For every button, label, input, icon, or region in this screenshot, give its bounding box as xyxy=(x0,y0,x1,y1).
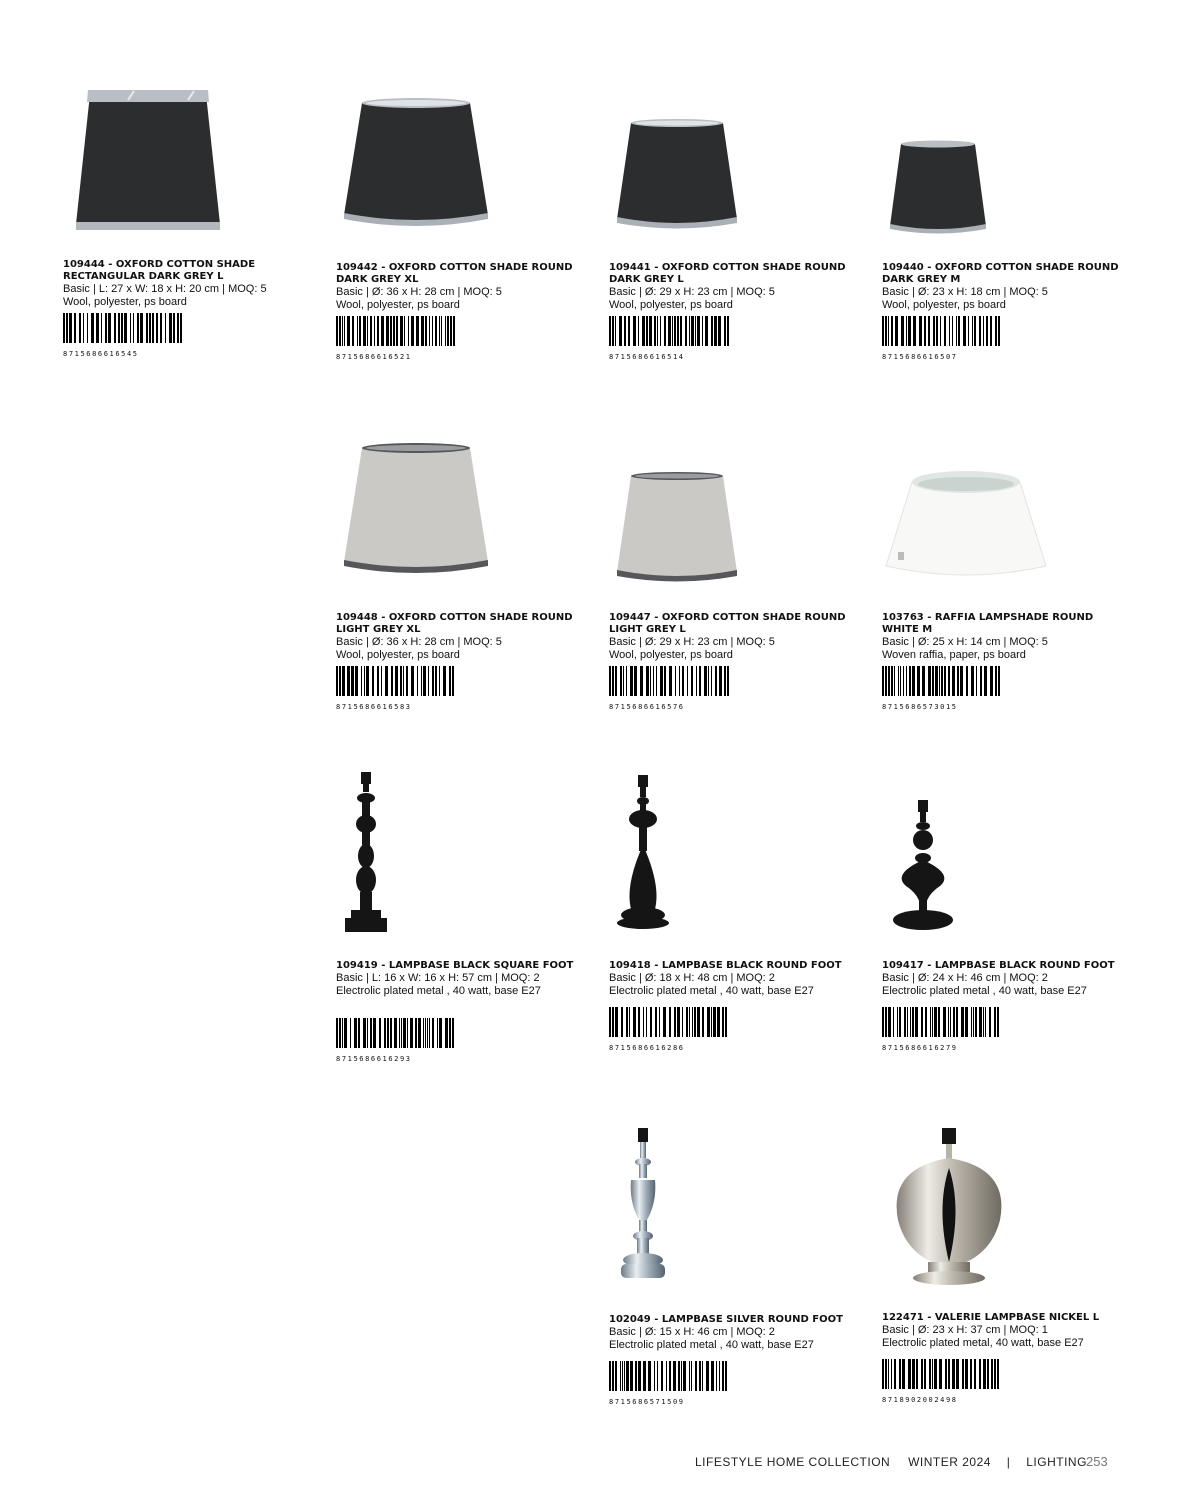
ean-number: 8715686616507 xyxy=(882,353,958,361)
barcode xyxy=(609,1361,849,1391)
sku: 122471 xyxy=(882,1312,924,1323)
sku: 109419 xyxy=(336,960,378,971)
sku: 102049 xyxy=(609,1314,651,1325)
sku: 109440 xyxy=(882,262,924,273)
product-name: LAMPBASE BLACK ROUND FOOT xyxy=(661,960,842,971)
product-name: OXFORD COTTON SHADE ROUND LIGHT GREY L xyxy=(609,612,846,635)
sku: 109444 xyxy=(63,259,105,270)
material: Woven raffia, paper, ps board xyxy=(882,649,1026,661)
lampbase-silver-round-foot-icon xyxy=(615,1128,671,1284)
product-name: LAMPBASE SILVER ROUND FOOT xyxy=(661,1314,843,1325)
spec: Basic | Ø: 18 x H: 48 cm | MOQ: 2 xyxy=(609,972,775,984)
spec: Basic | Ø: 15 x H: 46 cm | MOQ: 2 xyxy=(609,1326,775,1338)
ean-number: 8718902002498 xyxy=(882,1396,958,1404)
page-footer xyxy=(695,1455,1087,1469)
round-lampshade-light-grey-icon xyxy=(615,468,739,583)
product-name: VALERIE LAMPBASE NICKEL L xyxy=(934,1312,1100,1323)
barcode xyxy=(336,316,576,346)
lampbase-nickel-valerie-icon xyxy=(892,1128,1004,1286)
barcode xyxy=(609,1007,849,1037)
material: Wool, polyester, ps board xyxy=(336,299,460,311)
material: Electrolic plated metal , 40 watt, base E27 xyxy=(336,985,541,997)
round-lampshade-light-grey-icon xyxy=(342,440,490,575)
spec: Basic | Ø: 29 x H: 23 cm | MOQ: 5 xyxy=(609,636,775,648)
product-name: OXFORD COTTON SHADE ROUND DARK GREY XL xyxy=(336,262,573,285)
material: Wool, polyester, ps board xyxy=(63,296,187,308)
material: Electrolic plated metal , 40 watt, base E27 xyxy=(609,1339,814,1351)
material: Wool, polyester, ps board xyxy=(336,649,460,661)
rectangular-lampshade-dark-grey-icon xyxy=(68,88,228,233)
ean-number: 8715686571509 xyxy=(609,1398,685,1406)
spec: Basic | Ø: 23 x H: 18 cm | MOQ: 5 xyxy=(882,286,1048,298)
sku: 103763 xyxy=(882,612,924,623)
barcode xyxy=(882,1007,1122,1037)
ean-number: 8715686616583 xyxy=(336,703,412,711)
product-name: LAMPBASE BLACK SQUARE FOOT xyxy=(388,960,574,971)
category-name: LIGHTING xyxy=(1026,1455,1087,1469)
material: Electrolic plated metal , 40 watt, base E27 xyxy=(609,985,814,997)
spec: Basic | Ø: 36 x H: 28 cm | MOQ: 5 xyxy=(336,286,502,298)
material: Electrolic plated metal , 40 watt, base E27 xyxy=(882,985,1087,997)
footer-separator: | xyxy=(1006,1455,1011,1469)
sku: 109447 xyxy=(609,612,651,623)
material: Wool, polyester, ps board xyxy=(609,299,733,311)
spec: Basic | L: 27 x W: 18 x H: 20 cm | MOQ: 5 xyxy=(63,283,267,295)
barcode xyxy=(882,666,1122,696)
barcode xyxy=(882,316,1122,346)
barcode xyxy=(609,316,849,346)
round-lampshade-white-icon xyxy=(884,468,1048,583)
round-lampshade-dark-grey-icon xyxy=(615,115,739,230)
material: Wool, polyester, ps board xyxy=(882,299,1006,311)
product-name: OXFORD COTTON SHADE ROUND LIGHT GREY XL xyxy=(336,612,573,635)
ean-number: 8715686616293 xyxy=(336,1055,412,1063)
round-lampshade-dark-grey-icon xyxy=(342,95,490,230)
ean-number: 8715686616514 xyxy=(609,353,685,361)
product-name: RAFFIA LAMPSHADE ROUND WHITE M xyxy=(882,612,1094,635)
lampbase-black-round-foot-icon xyxy=(888,800,958,934)
product-name: OXFORD COTTON SHADE ROUND DARK GREY M xyxy=(882,262,1119,285)
sku: 109417 xyxy=(882,960,924,971)
page-number: 253 xyxy=(1086,1454,1108,1469)
product-name: OXFORD COTTON SHADE ROUND DARK GREY L xyxy=(609,262,846,285)
barcode xyxy=(336,1018,576,1048)
material: Wool, polyester, ps board xyxy=(609,649,733,661)
lampbase-black-square-foot-icon xyxy=(341,772,391,934)
spec: Basic | L: 16 x W: 16 x H: 57 cm | MOQ: 2 xyxy=(336,972,540,984)
season: WINTER 2024 xyxy=(908,1455,991,1469)
material: Electrolic plated metal, 40 watt, base E27 xyxy=(882,1337,1084,1349)
product-name: LAMPBASE BLACK ROUND FOOT xyxy=(934,960,1115,971)
barcode xyxy=(336,666,576,696)
sku: 109448 xyxy=(336,612,378,623)
ean-number: 8715686616279 xyxy=(882,1044,958,1052)
spec: Basic | Ø: 29 x H: 23 cm | MOQ: 5 xyxy=(609,286,775,298)
product-name: OXFORD COTTON SHADE RECTANGULAR DARK GREY L xyxy=(63,259,256,282)
sku: 109442 xyxy=(336,262,378,273)
round-lampshade-dark-grey-icon xyxy=(888,138,988,234)
ean-number: 8715686573015 xyxy=(882,703,958,711)
spec: Basic | Ø: 36 x H: 28 cm | MOQ: 5 xyxy=(336,636,502,648)
barcode xyxy=(63,313,303,343)
spec: Basic | Ø: 23 x H: 37 cm | MOQ: 1 xyxy=(882,1324,1048,1336)
ean-number: 8715686616545 xyxy=(63,350,139,358)
barcode xyxy=(609,666,849,696)
sku: 109441 xyxy=(609,262,651,273)
sku: 109418 xyxy=(609,960,651,971)
ean-number: 8715686616286 xyxy=(609,1044,685,1052)
lampbase-black-round-foot-icon xyxy=(615,775,671,931)
ean-number: 8715686616521 xyxy=(336,353,412,361)
collection-name: LIFESTYLE HOME COLLECTION xyxy=(695,1455,891,1469)
spec: Basic | Ø: 25 x H: 14 cm | MOQ: 5 xyxy=(882,636,1048,648)
ean-number: 8715686616576 xyxy=(609,703,685,711)
barcode xyxy=(882,1359,1122,1389)
spec: Basic | Ø: 24 x H: 46 cm | MOQ: 2 xyxy=(882,972,1048,984)
